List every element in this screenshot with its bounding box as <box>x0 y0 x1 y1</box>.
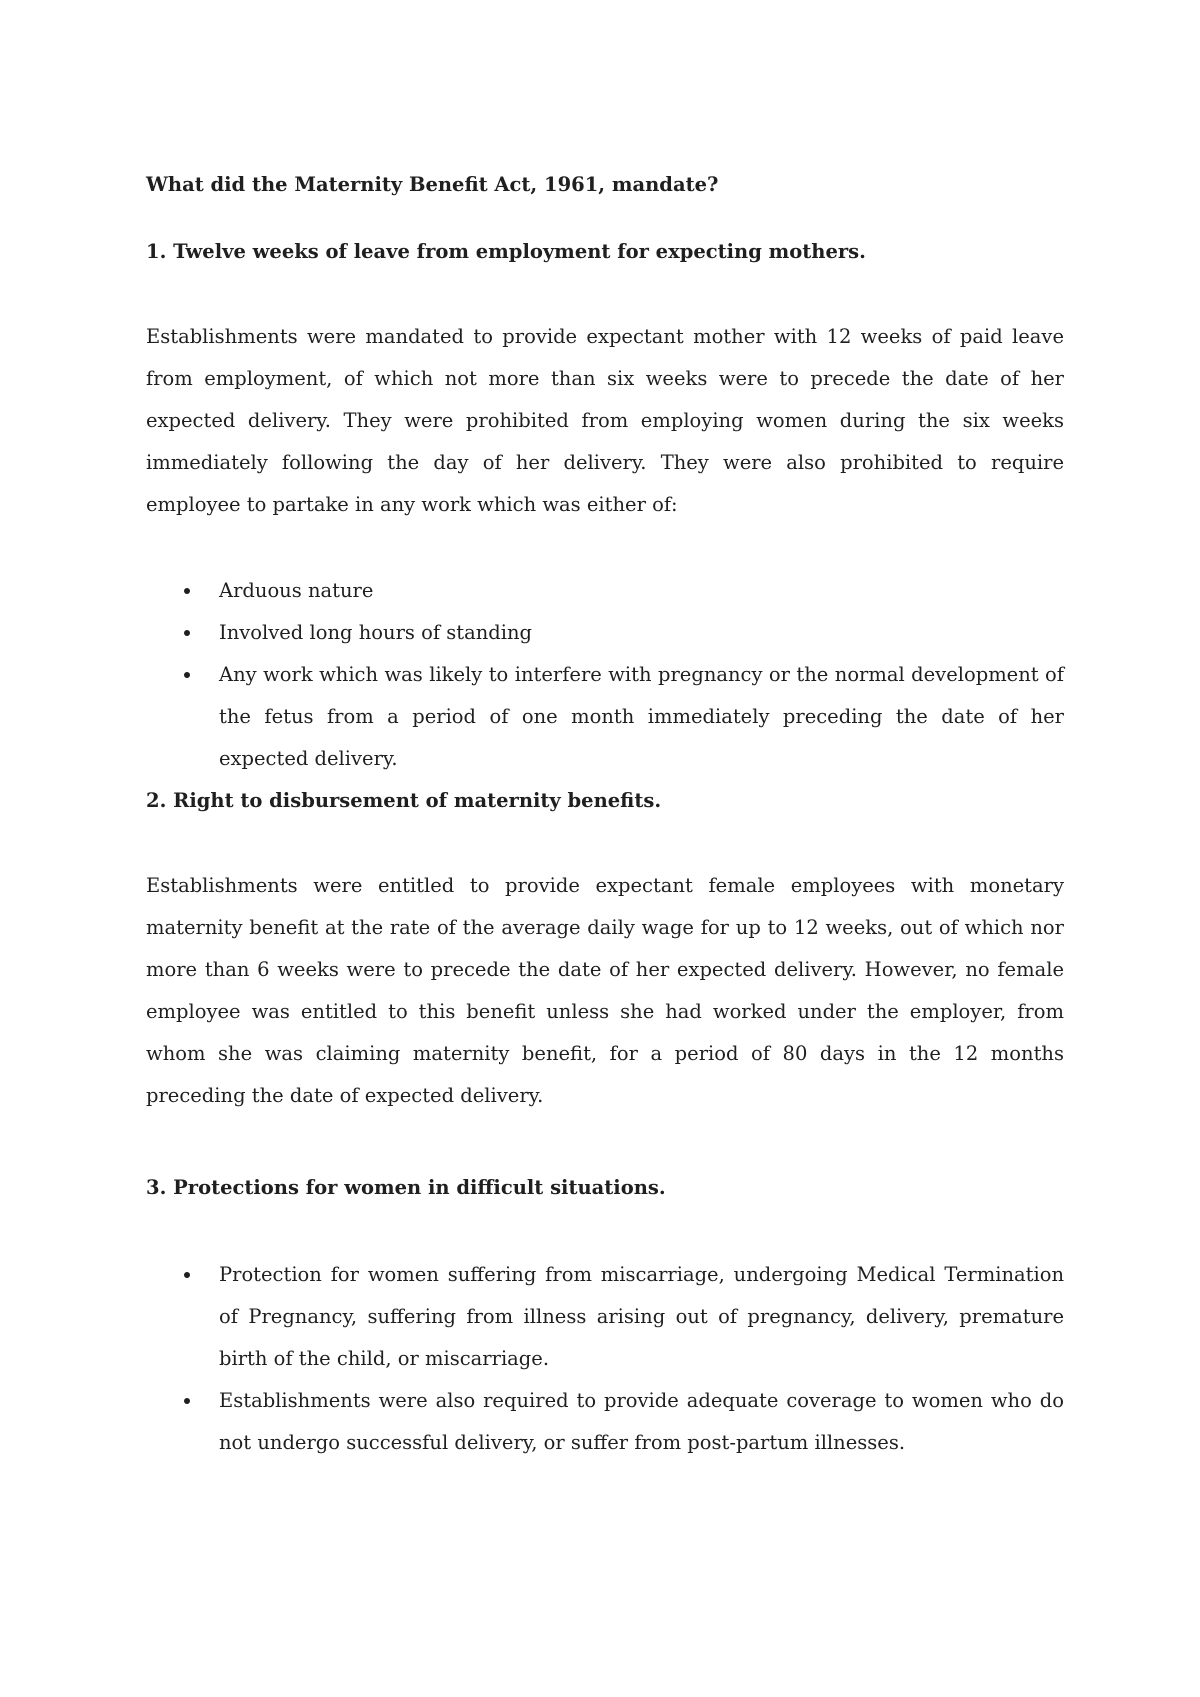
section-2-paragraph: Establishments were entitled to provide expectant female employees with monetary maternity benefit at the rate of the average daily wage for up to 12 weeks, out of which nor more than 6 weeks were to precede the date of her expected delivery. However, no female employee was entitled to this benefit unless she had worked under the employer, from whom she was claiming maternity benefit, for a period of 80 days in the 12 months preceding the date of expected delivery. <box>146 874 1064 1107</box>
bullet-icon <box>184 672 190 678</box>
bullet-icon <box>184 588 190 594</box>
bullet-icon <box>184 1272 190 1278</box>
list-item-text: Any work which was likely to interfere with pregnancy or the normal development of the fetus from a period of one month immediately preceding the date of her expected delivery. <box>219 663 1064 770</box>
bullet-icon <box>184 630 190 636</box>
section-3-bullet-list <box>146 1254 1064 1464</box>
list-item <box>146 1380 1064 1464</box>
list-item <box>146 570 1064 612</box>
list-item-text: Involved long hours of standing <box>219 621 533 644</box>
section-1-paragraph: Establishments were mandated to provide expectant mother with 12 weeks of paid leave from employment, of which not more than six weeks were to precede the date of her expected delivery. They were prohibited from employing women during the six weeks immediately following the day of her delivery. They were also prohibited to require employee to partake in any work which was either of: <box>146 325 1064 516</box>
list-item-text: Protection for women suffering from miscarriage, undergoing Medical Termination of Pregnancy, suffering from illness arising out of pregnancy, delivery, premature birth of the child, or miscarriage. <box>219 1263 1064 1370</box>
section-1-bullet-list <box>146 570 1064 780</box>
section-2-heading: 2. Right to disbursement of maternity benefits. <box>146 789 662 812</box>
list-item-text: Arduous nature <box>219 579 374 602</box>
list-item <box>146 654 1064 780</box>
section-1-heading: 1. Twelve weeks of leave from employment for expecting mothers. <box>146 240 866 263</box>
list-item-text: Establishments were also required to provide adequate coverage to women who do not undergo successful delivery, or suffer from post-partum illnesses. <box>219 1389 1064 1454</box>
list-item <box>146 612 1064 654</box>
document-title: What did the Maternity Benefit Act, 1961, mandate? <box>146 173 719 196</box>
list-item <box>146 1254 1064 1380</box>
section-3-heading: 3. Protections for women in difficult situations. <box>146 1176 666 1199</box>
bullet-icon <box>184 1398 190 1404</box>
